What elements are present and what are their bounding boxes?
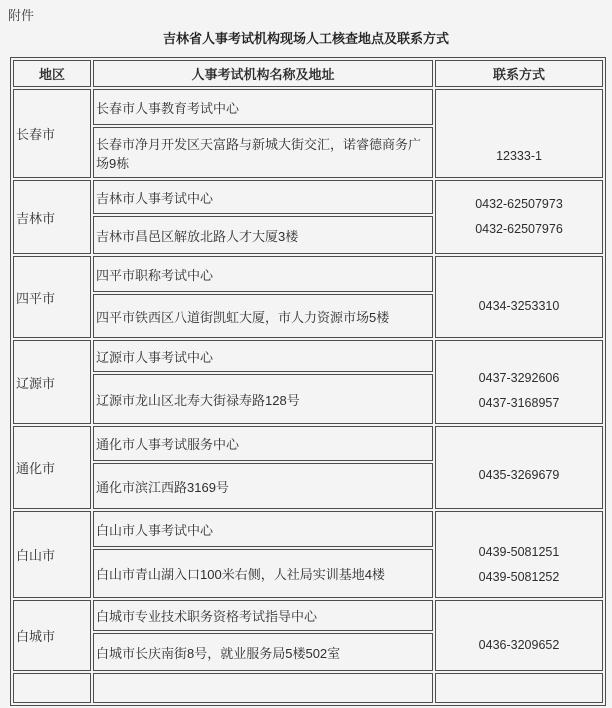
- contact-cell: [435, 89, 603, 178]
- table-row: [13, 426, 603, 461]
- institution-cell: 通化市人事考试服务中心: [93, 426, 433, 461]
- contact-line: 0437-3168957: [478, 396, 560, 410]
- address-cell: 白山市青山湖入口100米右侧，人社局实训基地4楼: [93, 549, 433, 598]
- contact-cell: [435, 511, 603, 598]
- contact-cell: [435, 600, 603, 671]
- header-cell-contact: 联系方式: [435, 60, 603, 87]
- table-row: [13, 180, 603, 214]
- institution-cell: 四平市职称考试中心: [93, 256, 433, 292]
- institution-cell: 辽源市人事考试中心: [93, 340, 433, 372]
- contact-cell: [435, 426, 603, 509]
- contact-cell: [435, 256, 603, 338]
- address-cell: 辽源市龙山区北寿大街禄寿路128号: [93, 374, 433, 424]
- address-cell: 四平市铁西区八道街凯虹大厦，市人力资源市场5楼: [93, 294, 433, 338]
- contact-line: 0432-62507976: [475, 222, 563, 236]
- table-row: [13, 600, 603, 631]
- region-cell: 白城市: [13, 600, 91, 671]
- institution-cell: 长春市人事教育考试中心: [93, 89, 433, 125]
- contact-line: 0434-3253310: [478, 299, 560, 313]
- table-row: [13, 340, 603, 372]
- address-cell: 白城市长庆南街8号，就业服务局5楼502室: [93, 633, 433, 671]
- contact-line: 0439-5081251: [478, 545, 560, 559]
- region-cell: 四平市: [13, 256, 91, 338]
- address-cell: 通化市滨江西路3169号: [93, 463, 433, 509]
- header-cell-region: 地区: [13, 60, 91, 87]
- region-cell: 长春市: [13, 89, 91, 178]
- address-cell: 长春市净月开发区天富路与新城大街交汇，诺睿德商务广场9栋: [93, 127, 433, 178]
- contact-cell: [435, 340, 603, 424]
- contact-line: 0437-3292606: [478, 371, 560, 385]
- address-cell: 吉林市昌邑区解放北路人才大厦3楼: [93, 216, 433, 254]
- contact-line: 0432-62507973: [475, 197, 563, 211]
- institution-cell: 白山市人事考试中心: [93, 511, 433, 547]
- table-row: [13, 89, 603, 125]
- header-cell-institution: 人事考试机构名称及地址: [93, 60, 433, 87]
- table-row: [13, 511, 603, 547]
- contact-cell: [435, 673, 603, 703]
- institution-cell: [93, 673, 433, 703]
- contact-line: 0436-3209652: [478, 638, 560, 652]
- verification-table-container: [10, 57, 604, 706]
- table-row: [13, 256, 603, 292]
- attachment-label: 附件: [8, 8, 35, 23]
- contact-line: 0435-3269679: [478, 468, 560, 482]
- institution-cell: 白城市专业技术职务资格考试指导中心: [93, 600, 433, 631]
- page-title: 吉林省人事考试机构现场人工核查地点及联系方式: [162, 31, 449, 46]
- region-cell: 吉林市: [13, 180, 91, 254]
- region-cell: [13, 673, 91, 703]
- table-row-cutoff: [13, 673, 603, 703]
- contact-line: 0439-5081252: [478, 570, 560, 584]
- verification-table: [10, 57, 606, 706]
- contact-line: 12333-1: [496, 149, 542, 163]
- region-cell: 辽源市: [13, 340, 91, 424]
- region-cell: 白山市: [13, 511, 91, 598]
- institution-cell: 吉林市人事考试中心: [93, 180, 433, 214]
- contact-cell: [435, 180, 603, 254]
- table-header-row: [13, 60, 603, 87]
- region-cell: 通化市: [13, 426, 91, 509]
